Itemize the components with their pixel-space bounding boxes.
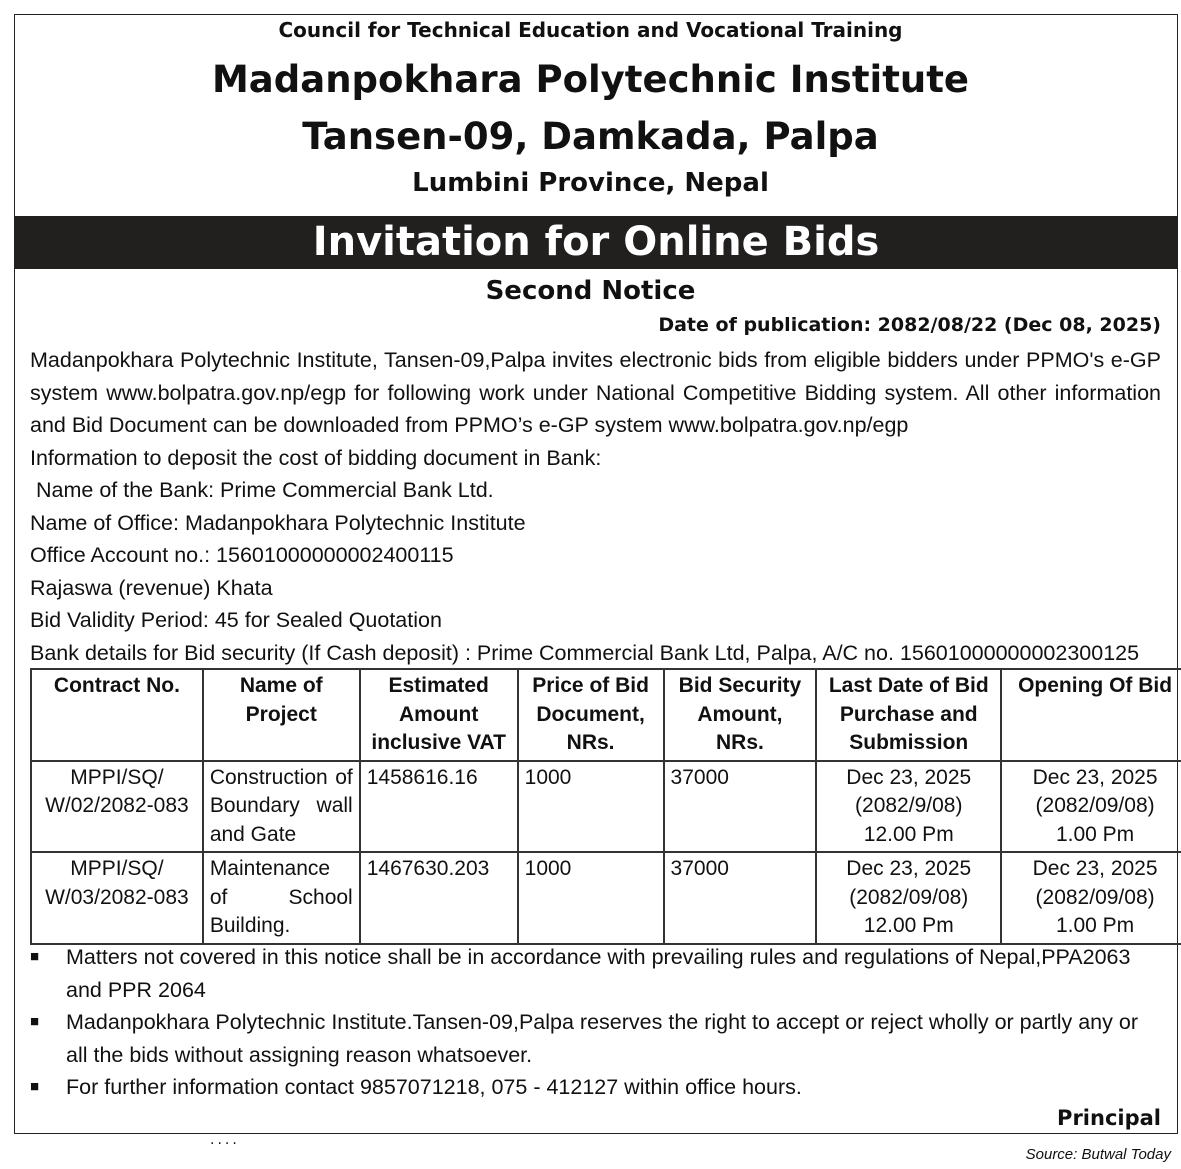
col-bid-security: Bid Security Amount, NRs.	[664, 669, 817, 761]
bid-security-cell: 37000	[664, 761, 817, 853]
last-date-bs: (2082/09/08)	[849, 885, 969, 909]
col-opening: Opening Of Bid	[1001, 669, 1181, 761]
col-contract-no: Contract No.	[31, 669, 203, 761]
opening-date-bs: (2082/09/08)	[1035, 885, 1155, 909]
last-date-ad: Dec 23, 2025	[846, 857, 972, 880]
bid-document-price-cell: 1000	[518, 761, 664, 853]
square-bullet-icon: ■	[30, 1013, 40, 1030]
col-bid-document-price: Price of Bid Document, NRs.	[518, 669, 664, 761]
col-project-name: Name of Project	[203, 669, 360, 761]
square-bullet-icon: ■	[30, 948, 40, 965]
table-row	[31, 852, 1181, 944]
contract-no-cell: MPPI/SQ/ W/02/2082-083	[31, 761, 203, 853]
bid-security-cell: 37000	[664, 852, 817, 944]
opening-cell	[1001, 761, 1181, 853]
revenue-khata: Rajaswa (revenue) Khata	[30, 575, 273, 600]
opening-date-ad: Dec 23, 2025	[1032, 765, 1158, 789]
office-name: Name of Office: Madanpokhara Polytechnic Institute	[30, 510, 526, 535]
opening-time: 1.00 Pm	[1055, 914, 1135, 937]
institute-address: Tansen-09, Damkada, Palpa	[302, 115, 879, 158]
list-item	[30, 1071, 1161, 1104]
account-number: Office Account no.: 15601000000002400115	[30, 543, 454, 567]
last-date-time: 12.00 Pm	[863, 914, 954, 937]
opening-cell	[1001, 852, 1181, 944]
list-item	[30, 1006, 1161, 1071]
table-header-row	[31, 669, 1181, 761]
opening-date-ad: Dec 23, 2025	[1032, 857, 1158, 880]
deposit-info: Information to deposit the cost of bidding document in Bank:	[30, 445, 602, 470]
project-name-cell: Maintenance of School Building.	[203, 852, 360, 944]
square-bullet-icon: ■	[30, 1078, 40, 1095]
notice-subtitle: Second Notice	[485, 276, 696, 306]
last-date-cell	[816, 852, 1001, 944]
notice-title-banner: Invitation for Online Bids	[14, 216, 1178, 269]
bids-table	[30, 668, 1181, 945]
last-date-ad: Dec 23, 2025	[846, 765, 972, 789]
bank-name: Name of the Bank: Prime Commercial Bank Ltd.	[36, 478, 494, 502]
security-bank-details: Bank details for Bid security (If Cash deposit) : Prime Commercial Bank Ltd, Palpa, A/C no. 15601000000002300125	[30, 640, 1140, 665]
last-date-time: 12.00 Pm	[863, 822, 954, 846]
col-last-date: Last Date of Bid Purchase and Submission	[816, 669, 1001, 761]
estimated-amount-cell: 1458616.16	[360, 761, 518, 853]
opening-time: 1.00 Pm	[1055, 822, 1135, 846]
bullet-text: For further information contact 9857071218, 075 - 412127 within office hours.	[66, 1075, 802, 1099]
signatory: Principal	[1057, 1106, 1161, 1130]
estimated-amount-cell: 1467630.203	[360, 852, 518, 944]
bullet-text: Matters not covered in this notice shall be in accordance with prevailing rules and regulations of Nepal,PPA2063 and PPR 2064	[66, 945, 1131, 1002]
bullet-text: Madanpokhara Polytechnic Institute.Tansen-09,Palpa reserves the right to accept or reject wholly or partly any or all the bids without assigning reason whatsoever.	[66, 1010, 1138, 1067]
institute-name: Madanpokhara Polytechnic Institute	[211, 58, 970, 101]
contract-no-cell: MPPI/SQ/ W/03/2082-083	[31, 852, 203, 944]
project-name-cell: Construction of Boundary wall and Gate	[203, 761, 360, 853]
last-date-cell	[816, 761, 1001, 853]
notice-body	[30, 344, 1161, 669]
council-name: Council for Technical Education and Vocational Training	[278, 18, 903, 42]
last-date-bs: (2082/9/08)	[855, 794, 963, 817]
institute-province: Lumbini Province, Nepal	[412, 168, 769, 198]
source-credit: Source: Butwal Today	[1025, 1146, 1171, 1163]
bid-document-price-cell: 1000	[518, 852, 664, 944]
bid-validity: Bid Validity Period: 45 for Sealed Quotation	[30, 608, 442, 632]
list-item	[30, 941, 1161, 1006]
table-row	[31, 761, 1181, 853]
notice-bullets	[30, 941, 1161, 1104]
publication-date: Date of publication: 2082/08/22 (Dec 08, 2025)	[658, 314, 1161, 336]
col-estimated-amount: Estimated Amount inclusive VAT	[360, 669, 518, 761]
opening-date-bs: (2082/09/08)	[1035, 794, 1155, 817]
intro-paragraph: Madanpokhara Polytechnic Institute, Tansen-09,Palpa invites electronic bids from eligible bidders under PPMO's e-GP system www.bolpatra.gov.np/egp for following work under National Competitive Bidding system. All other information and Bid Document can be downloaded from PPMO’s e-GP system www.bolpatra.gov.np/egp	[30, 348, 1161, 437]
decorative-dots: ····	[210, 1136, 240, 1152]
